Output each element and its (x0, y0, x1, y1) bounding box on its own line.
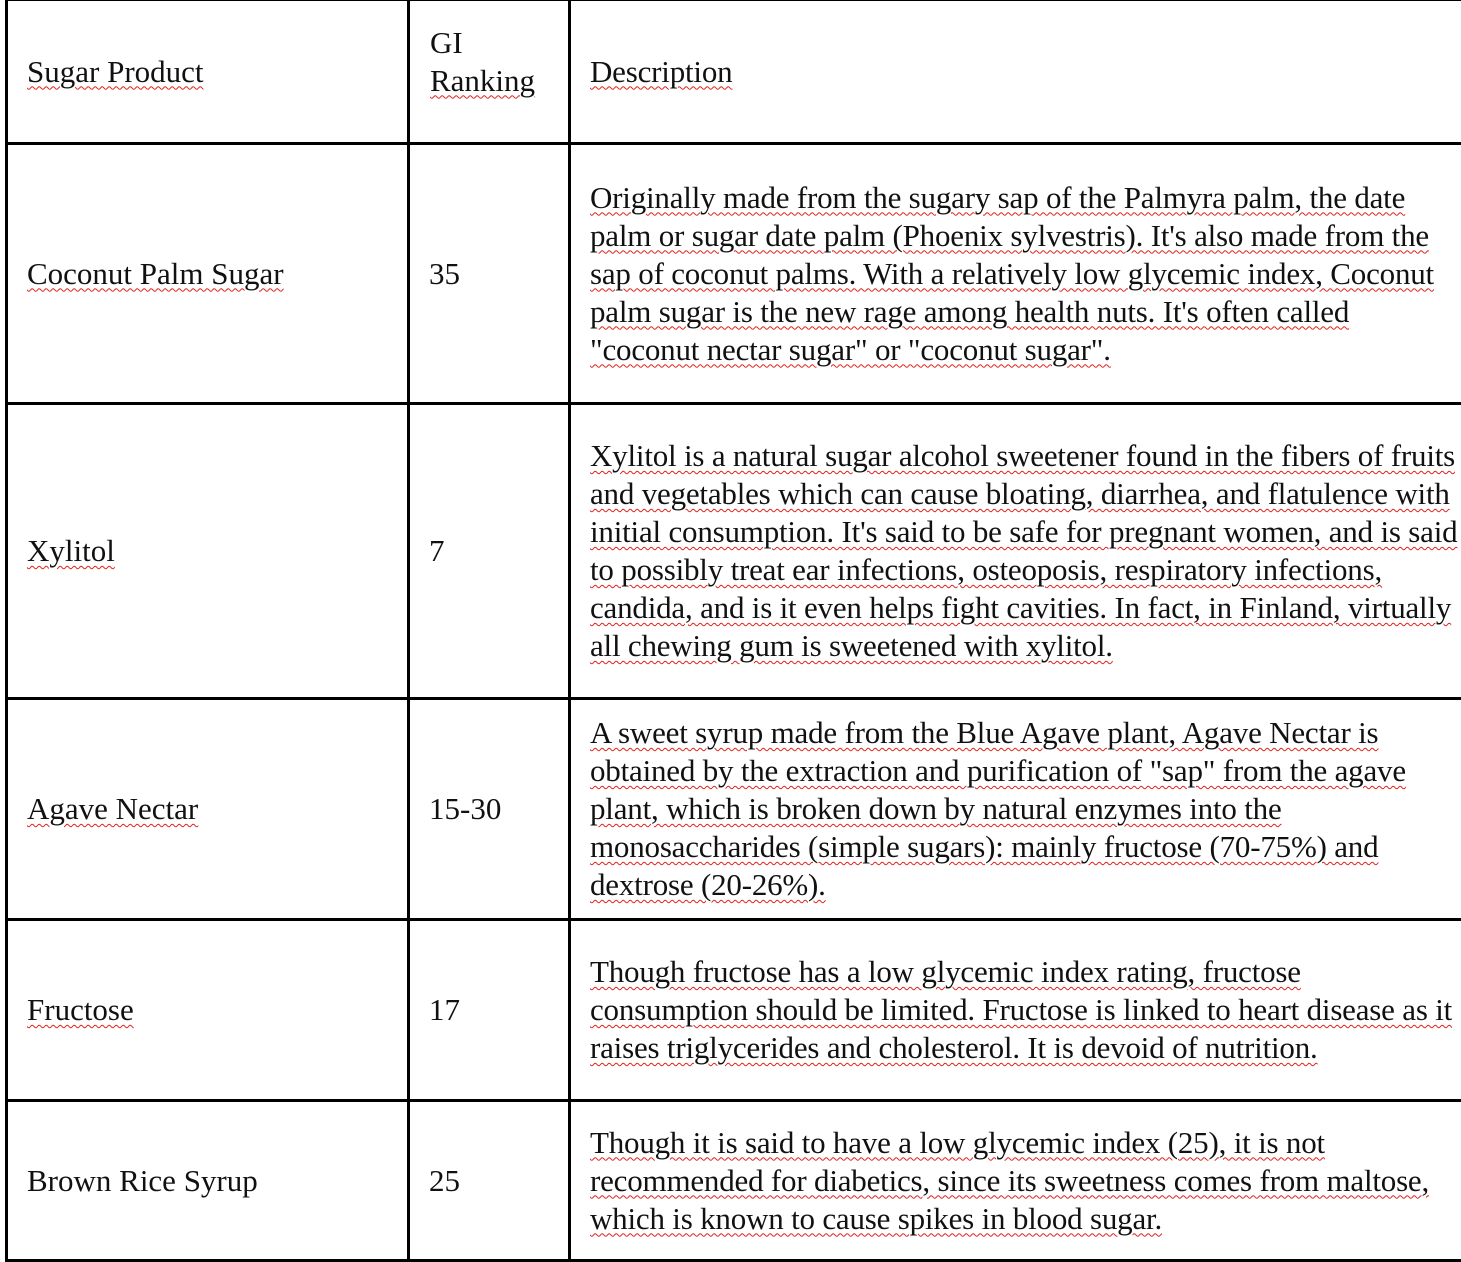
product-cell (7, 699, 409, 920)
table-row (7, 404, 1461, 699)
gi-cell (409, 404, 570, 699)
gi-value: 15-30 (429, 791, 501, 826)
gi-cell (409, 920, 570, 1101)
gi-value: 17 (429, 992, 460, 1027)
description-cell (570, 699, 1461, 920)
table-row (7, 920, 1461, 1101)
description-cell (570, 404, 1461, 699)
description-cell (570, 920, 1461, 1101)
product-cell (7, 144, 409, 404)
table-row (7, 699, 1461, 920)
sugar-gi-table (5, 0, 1461, 1262)
description-text: A sweet syrup made from the Blue Agave plant, Agave Nectar is obtained by the extraction and purification of "sap" from the agave plant, which is broken down by natural enzymes into the monosaccharides (simple sugars): mainly fructose (70-75%) and dextrose (20-26%). (590, 715, 1406, 902)
table-row (7, 1101, 1461, 1261)
product-name: Agave Nectar (27, 791, 198, 826)
description-text: Originally made from the sugary sap of the Palmyra palm, the date palm or sugar date palm (Phoenix sylvestris). It's also made from the sap of coconut palms. With a relatively low glycemic index, Coconut palm sugar is the new rage among health nuts. It's often called "coconut nectar sugar" or "coconut sugar". (590, 180, 1434, 367)
product-cell (7, 920, 409, 1101)
header-description (570, 0, 1461, 144)
header-sugar-product-label: Sugar Product (27, 53, 204, 91)
header-gi-line1: GI (430, 24, 558, 62)
description-cell (570, 144, 1461, 404)
product-cell (7, 1101, 409, 1261)
header-description-label: Description (590, 54, 732, 89)
table-header-row (7, 0, 1461, 144)
table-row (7, 144, 1461, 404)
header-sugar-product (7, 0, 409, 144)
description-text: Though fructose has a low glycemic index rating, fructose consumption should be limited. Fructose is linked to heart disease as it raises triglycerides and cholesterol. It is devoid of nutrition. (590, 954, 1452, 1065)
description-text: Xylitol is a natural sugar alcohol sweetener found in the fibers of fruits and vegetables which can cause bloating, diarrhea, and flatulence with initial consumption. It's said to be safe for pregnant women, and is said to possibly treat ear infections, osteoposis, respiratory infections, candida, and is it even helps fight cavities. In fact, in Finland, virtually all chewing gum is sweetened with xylitol. (590, 438, 1457, 663)
product-name: Xylitol (27, 533, 115, 568)
gi-cell (409, 699, 570, 920)
description-text: Though it is said to have a low glycemic index (25), it is not recommended for diabetics, since its sweetness comes from maltose, which is known to cause spikes in blood sugar. (590, 1125, 1429, 1236)
product-name: Coconut Palm Sugar (27, 256, 284, 291)
gi-cell (409, 1101, 570, 1261)
header-gi-line2: Ranking (430, 63, 535, 98)
product-cell (7, 404, 409, 699)
header-gi-ranking (409, 0, 570, 144)
gi-value: 25 (429, 1163, 460, 1198)
gi-cell (409, 144, 570, 404)
gi-value: 35 (429, 256, 460, 291)
product-name: Brown Rice Syrup (27, 1163, 258, 1198)
description-cell (570, 1101, 1461, 1261)
product-name: Fructose (27, 992, 134, 1027)
gi-value: 7 (429, 533, 445, 568)
